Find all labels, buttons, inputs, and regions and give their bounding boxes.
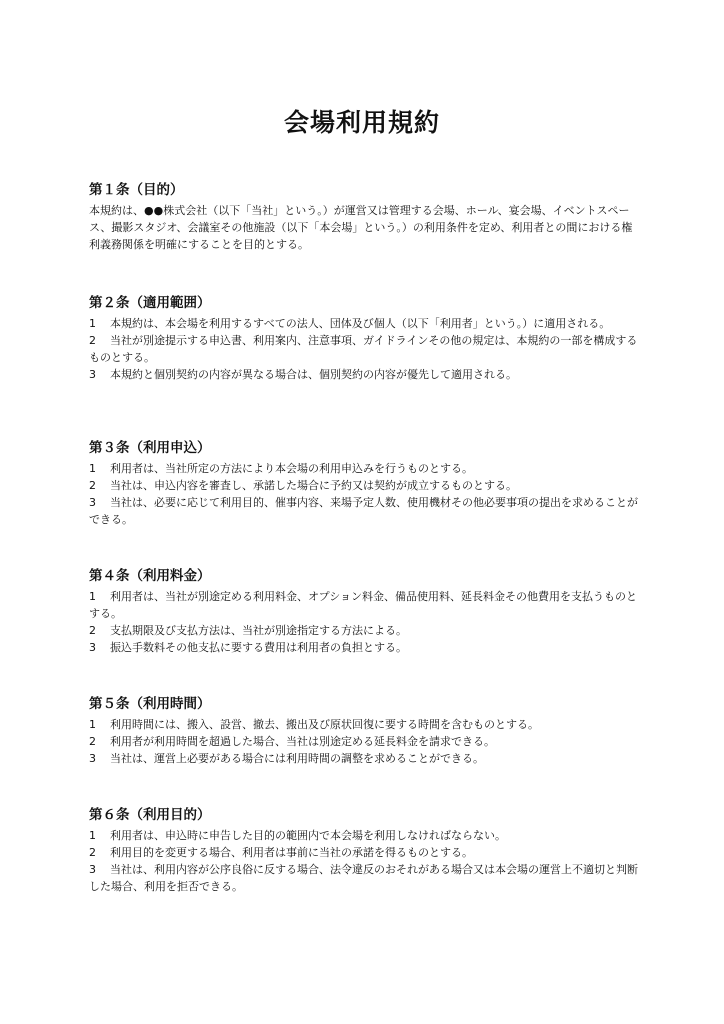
clause-text: 支払期限及び支払方法は、当社が別途指定する方法による。: [110, 624, 407, 637]
clause-1: [89, 460, 639, 477]
clause-number: 2: [89, 846, 96, 859]
document-title: 会場利用規約: [283, 108, 440, 137]
clause-text: 本規約と個別契約の内容が異なる場合は、個別契約の内容が優先して適用される。: [110, 368, 517, 381]
clause-text: 当社は、申込内容を審査し、承諾した場合に予約又は契約が成立するものとする。: [110, 479, 517, 492]
clause-number: 3: [89, 496, 96, 509]
clause-text: 利用時間には、搬入、設営、撤去、搬出及び原状回復に要する時間を含むものとする。: [110, 718, 539, 731]
clause-number: 2: [89, 334, 96, 347]
clause-text: 当社は、利用内容が公序良俗に反する場合、法令違反のおそれがある場合又は本会場の運営上不適切と判断した場合、利用を拒否できる。: [89, 863, 638, 893]
clause-number: 3: [89, 641, 96, 654]
clause-3: [89, 494, 639, 528]
clause-number: 1: [89, 590, 96, 603]
article-heading: 第３条（利用申込）: [89, 440, 211, 456]
clause-number: 1: [89, 462, 96, 475]
clause-number: 3: [89, 752, 96, 765]
article-1: [89, 181, 639, 253]
clause-number: 1: [89, 317, 96, 330]
clause-text: 振込手数料その他支払に要する費用は利用者の負担とする。: [110, 641, 407, 654]
article-heading: 第４条（利用料金）: [89, 568, 211, 584]
clause-number: 1: [89, 829, 96, 842]
clause-2: [89, 477, 639, 494]
clause-text: 利用者が利用時間を超過した場合、当社は別途定める延長料金を請求できる。: [110, 735, 495, 748]
clause-number: 2: [89, 479, 96, 492]
clause-text: 本規約は、本会場を利用するすべての法人、団体及び個人（以下「利用者」という。）に適用される。: [110, 317, 611, 330]
clause-text: 当社は、運営上必要がある場合には利用時間の調整を求めることができる。: [110, 752, 484, 765]
clause-3: [89, 750, 639, 767]
clause-text: 利用者は、当社所定の方法により本会場の利用申込みを行うものとする。: [110, 462, 473, 475]
clause-number: 2: [89, 624, 96, 637]
article-heading: 第２条（適用範囲）: [89, 295, 211, 311]
clause-1: [89, 827, 639, 844]
article-heading: 第１条（目的）: [89, 182, 184, 198]
clause-text: 利用目的を変更する場合、利用者は事前に当社の承諾を得るものとする。: [110, 846, 473, 859]
clause-text: 利用者は、当社が別途定める利用料金、オプション料金、備品使用料、延長料金その他費用を支払うものとする。: [89, 590, 638, 620]
clause-2: [89, 332, 639, 366]
clause-1: [89, 315, 639, 332]
clause-text: 当社が別途提示する申込書、利用案内、注意事項、ガイドラインその他の規定は、本規約の一部を構成するものとする。: [89, 334, 638, 364]
clause-text: 利用者は、申込時に申告した目的の範囲内で本会場を利用しなければならない。: [110, 829, 506, 842]
clause-3: [89, 366, 639, 383]
article-4: [89, 567, 639, 656]
article-body: 本規約は、●●株式会社（以下「当社」という。）が運営又は管理する会場、ホール、宴会場、イベントスペース、撮影スタジオ、会議室その他施設（以下「本会場」という。）の利用条件を定め、利用者との間における権利義務関係を明確にすることを目的とする。: [89, 204, 633, 251]
clause-number: 2: [89, 735, 96, 748]
clause-1: [89, 588, 639, 622]
clause-3: [89, 861, 639, 895]
clause-3: [89, 639, 639, 656]
clause-number: 1: [89, 718, 96, 731]
article-heading: 第６条（利用目的）: [89, 807, 211, 823]
article-2: [89, 294, 639, 383]
clause-1: [89, 716, 639, 733]
clause-text: 当社は、必要に応じて利用目的、催事内容、来場予定人数、使用機材その他必要事項の提出を求めることができる。: [89, 496, 638, 526]
clause-2: [89, 733, 639, 750]
clause-2: [89, 622, 639, 639]
clause-2: [89, 844, 639, 861]
article-3: [89, 439, 639, 528]
clause-number: 3: [89, 368, 96, 381]
clause-number: 3: [89, 863, 96, 876]
article-heading: 第５条（利用時間）: [89, 696, 211, 712]
article-6: [89, 806, 639, 895]
article-5: [89, 695, 639, 767]
